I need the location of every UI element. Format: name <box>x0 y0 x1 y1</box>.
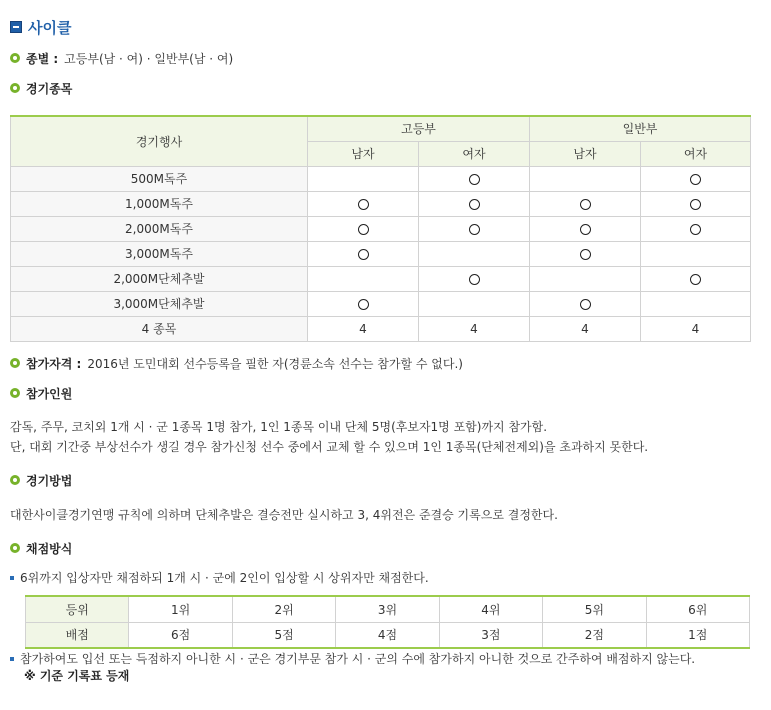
event-name: 2,000M단체추발 <box>11 266 308 291</box>
circle-mark-icon <box>690 224 701 235</box>
gender-header: 남자 <box>308 141 419 166</box>
bullet-icon <box>10 388 20 398</box>
points-cell: 6점 <box>129 622 232 648</box>
total-cell: 4 <box>419 316 530 341</box>
event-name: 2,000M독주 <box>11 216 308 241</box>
bullet-icon <box>10 83 20 93</box>
event-row <box>11 241 751 266</box>
circle-mark-icon <box>469 224 480 235</box>
event-cell <box>308 291 419 316</box>
method-heading <box>10 472 72 488</box>
scoring-table <box>25 595 750 649</box>
event-cell <box>530 291 641 316</box>
event-name: 3,000M독주 <box>11 241 308 266</box>
event-name: 1,000M독주 <box>11 191 308 216</box>
scoring-footnote <box>10 650 695 667</box>
circle-mark-icon <box>358 249 369 260</box>
rank-cell: 5위 <box>543 596 646 622</box>
event-cell <box>530 166 641 191</box>
division-label: 종별 : <box>26 51 59 66</box>
group-header: 고등부 <box>308 116 530 141</box>
event-cell <box>419 191 530 216</box>
scoring-intro <box>10 569 429 586</box>
participants-heading-text: 참가인원 <box>26 386 73 401</box>
bullet-icon <box>10 475 20 485</box>
rank-label: 등위 <box>26 596 129 622</box>
event-cell <box>308 166 419 191</box>
points-label: 배점 <box>26 622 129 648</box>
bullet-icon <box>10 543 20 553</box>
circle-mark-icon <box>580 224 591 235</box>
circle-mark-icon <box>358 299 369 310</box>
event-row <box>11 166 751 191</box>
event-cell <box>419 266 530 291</box>
square-bullet-icon <box>10 576 14 580</box>
circle-mark-icon <box>358 224 369 235</box>
method-heading-text: 경기방법 <box>26 473 73 488</box>
points-cell: 2점 <box>543 622 646 648</box>
points-cell: 4점 <box>336 622 439 648</box>
event-cell <box>641 166 751 191</box>
method-text: 대한사이클경기연맹 규칙에 의하며 단체추발은 결승전만 실시하고 3, 4위전은 준결승 기록으로 결정한다. <box>10 508 558 522</box>
bullet-icon <box>10 53 20 63</box>
qualification-label: 참가자격 : <box>26 356 82 371</box>
event-row <box>11 216 751 241</box>
circle-mark-icon <box>580 299 591 310</box>
points-cell: 1점 <box>646 622 749 648</box>
circle-mark-icon <box>690 199 701 210</box>
qualification-line <box>10 355 463 371</box>
total-label: 4 종목 <box>11 316 308 341</box>
event-row <box>11 191 751 216</box>
circle-mark-icon <box>469 174 480 185</box>
circle-mark-icon <box>358 199 369 210</box>
event-cell <box>308 191 419 216</box>
event-cell <box>419 166 530 191</box>
division-line <box>10 50 233 66</box>
total-cell: 4 <box>308 316 419 341</box>
gender-header: 남자 <box>530 141 641 166</box>
section-title <box>10 16 71 38</box>
event-cell <box>530 241 641 266</box>
bullet-icon <box>10 358 20 368</box>
points-cell: 3점 <box>439 622 542 648</box>
scoring-intro-text: 6위까지 입상자만 채점하되 1개 시 · 군에 2인이 입상할 시 상위자만 채점한다. <box>20 571 429 585</box>
event-cell <box>641 291 751 316</box>
scoring-footnote-text: 참가하여도 입선 또는 득점하지 아니한 시 · 군은 경기부문 참가 시 · 군의 수에 참가하지 아니한 것으로 간주하여 배점하지 않는다. <box>20 652 696 666</box>
event-cell <box>419 291 530 316</box>
circle-mark-icon <box>469 199 480 210</box>
rank-cell: 3위 <box>336 596 439 622</box>
event-cell <box>641 191 751 216</box>
gender-header: 여자 <box>419 141 530 166</box>
group-header: 일반부 <box>530 116 751 141</box>
event-cell <box>419 241 530 266</box>
total-cell: 4 <box>530 316 641 341</box>
circle-mark-icon <box>690 274 701 285</box>
record-note: ※ 기준 기록표 등재 <box>24 669 130 683</box>
event-cell <box>641 241 751 266</box>
rank-cell: 1위 <box>129 596 232 622</box>
qualification-text: 2016년 도민대회 선수등록을 필한 자(경륜소속 선수는 참가할 수 없다.) <box>87 356 463 371</box>
event-cell <box>419 216 530 241</box>
rank-cell: 2위 <box>232 596 335 622</box>
event-name: 3,000M단체추발 <box>11 291 308 316</box>
section-title-text: 사이클 <box>28 18 72 37</box>
circle-mark-icon <box>690 174 701 185</box>
event-row <box>11 266 751 291</box>
circle-mark-icon <box>469 274 480 285</box>
events-table <box>10 115 751 342</box>
participants-line: 감독, 주무, 코치외 1개 시 · 군 1종목 1명 참가, 1인 1종목 이내 단체 5명(후보자1명 포함)까지 참가함. <box>10 420 548 434</box>
event-cell <box>641 216 751 241</box>
circle-mark-icon <box>580 249 591 260</box>
event-cell <box>530 216 641 241</box>
square-bullet-icon <box>10 657 14 661</box>
participants-line: 단, 대회 기간중 부상선수가 생길 경우 참가신청 선수 중에서 교체 할 수 있으며 1인 1종목(단체전제외)을 초과하지 못한다. <box>10 440 649 454</box>
rank-cell: 4위 <box>439 596 542 622</box>
minus-box-icon <box>10 21 22 33</box>
circle-mark-icon <box>580 199 591 210</box>
gender-header: 여자 <box>641 141 751 166</box>
participants-heading <box>10 385 72 401</box>
scoring-heading <box>10 540 72 556</box>
events-heading-text: 경기종목 <box>26 81 73 96</box>
event-name: 500M독주 <box>11 166 308 191</box>
event-cell <box>530 266 641 291</box>
event-cell <box>308 266 419 291</box>
event-cell <box>530 191 641 216</box>
event-cell <box>641 266 751 291</box>
events-heading <box>10 80 72 96</box>
rank-cell: 6위 <box>646 596 749 622</box>
scoring-heading-text: 채점방식 <box>26 541 73 556</box>
event-header: 경기행사 <box>11 116 308 166</box>
event-cell <box>308 241 419 266</box>
event-cell <box>308 216 419 241</box>
division-text: 고등부(남 · 여) · 일반부(남 · 여) <box>64 51 234 66</box>
event-row <box>11 291 751 316</box>
total-cell: 4 <box>641 316 751 341</box>
points-cell: 5점 <box>232 622 335 648</box>
